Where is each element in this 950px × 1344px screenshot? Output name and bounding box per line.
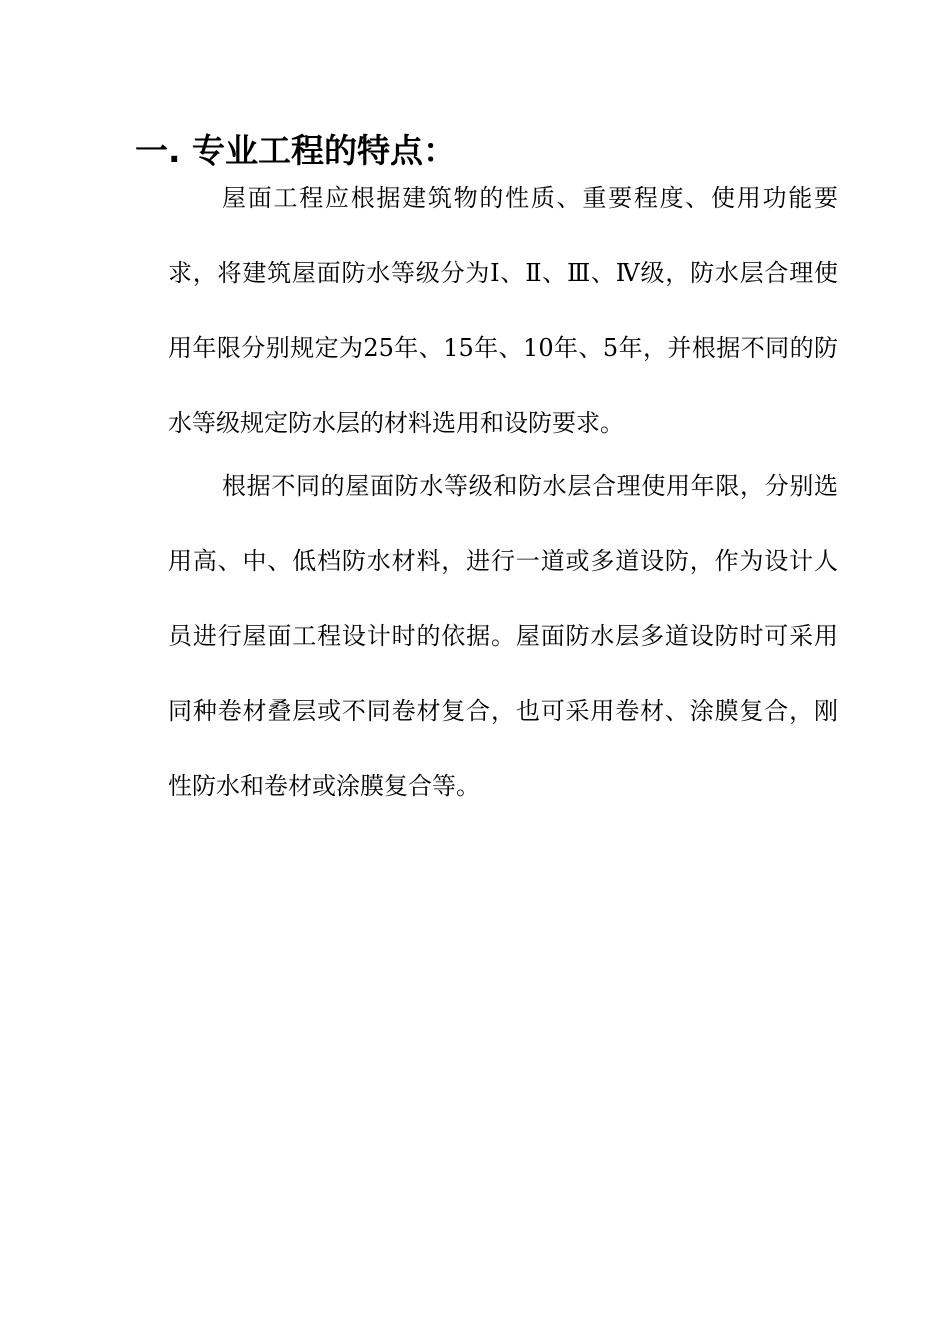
section-heading: 一. 专业工程的特点： [135, 131, 457, 170]
paragraph-material-selection: 根据不同的屋面防水等级和防水层合理使用年限，分别选用高、中、低档防水材料，进行一道或多道设防，作为设计人员进行屋面工程设计时的依据。屋面防水层多道设防时可采用同种卷材叠层或不同卷材复合，也可采用卷材、涂膜复合，刚性防水和卷材或涂膜复合等。 [168, 472, 838, 800]
paragraph-roof-grades: 屋面工程应根据建筑物的性质、重要程度、使用功能要求，将建筑屋面防水等级分为Ⅰ、Ⅱ、Ⅲ、Ⅳ级，防水层合理使用年限分别规定为25年、15年、10年、5年，并根据不同的防水等级规定防水层的材料选用和设防要求。 [168, 184, 838, 437]
